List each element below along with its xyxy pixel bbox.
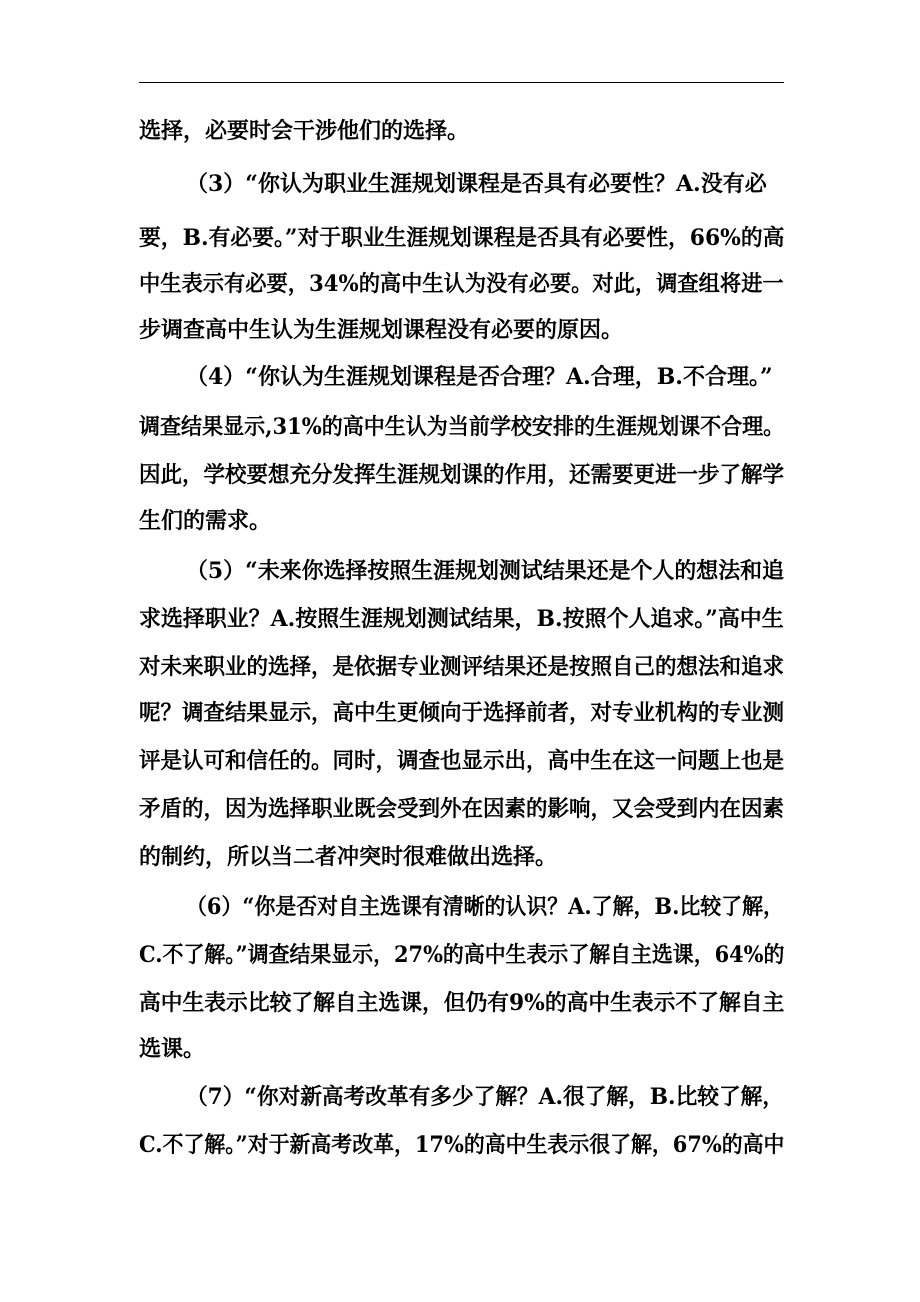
text-line: 求选择职业？A.按照生涯规划测试结果，B.按照个人追求。”高中生 (139, 606, 784, 632)
text-line: （5）“未来你选择按照生涯规划测试结果还是个人的想法和追 (186, 558, 784, 584)
text-line: （3）“你认为职业生涯规划课程是否具有必要性？A.没有必 (186, 171, 767, 197)
text-line: （7）“你对新高考改革有多少了解？A.很了解，B.比较了解， (186, 1084, 784, 1110)
text-line: 的制约，所以当二者冲突时很难做出选择。 (139, 844, 558, 870)
text-line: （6）“你是否对自主选课有清晰的认识？A.了解，B.比较了解， (186, 894, 784, 920)
text-line: （4）“你认为生涯规划课程是否合理？A.合理，B.不合理。” (186, 364, 773, 390)
text-line: 选择，必要时会干涉他们的选择。 (139, 118, 470, 144)
text-line: 要，B.有必要。”对于职业生涯规划课程是否具有必要性，66%的高 (139, 225, 785, 251)
text-line: 因此，学校要想充分发挥生涯规划课的作用，还需要更进一步了解学 (139, 462, 785, 488)
text-line: 对未来职业的选择，是依据专业测评结果还是按照自己的想法和追求 (139, 654, 785, 680)
text-line: 步调查高中生认为生涯规划课程没有必要的原因。 (139, 317, 624, 343)
header-rule (139, 82, 784, 83)
text-line: 生们的需求。 (139, 508, 272, 534)
text-line: 中生表示有必要，34%的高中生认为没有必要。对此，调查组将进一 (139, 271, 784, 297)
text-line: C.不了解。”对于新高考改革，17%的高中生表示很了解，67%的高中 (139, 1132, 785, 1158)
text-line: 高中生表示比较了解自主选课，但仍有9%的高中生表示不了解自主 (139, 990, 785, 1016)
text-line: 选课。 (139, 1036, 206, 1062)
text-line: 矛盾的，因为选择职业既会受到外在因素的影响，又会受到内在因素 (139, 796, 785, 822)
text-line: 呢？调查结果显示，高中生更倾向于选择前者，对专业机构的专业测 (139, 700, 785, 726)
text-line: 调查结果显示,31%的高中生认为当前学校安排的生涯规划课不合理。 (139, 414, 785, 440)
text-line: C.不了解。”调查结果显示，27%的高中生表示了解自主选课，64%的 (139, 942, 785, 968)
text-line: 评是认可和信任的。同时，调查也显示出，高中生在这一问题上也是 (139, 748, 785, 774)
